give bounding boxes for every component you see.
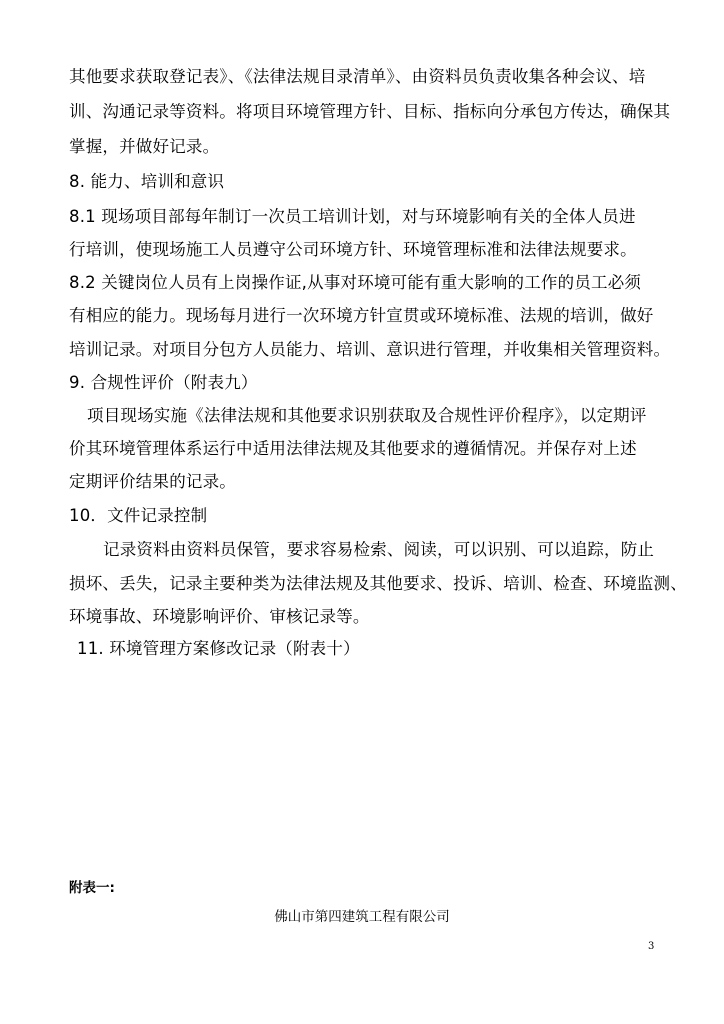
section-heading-8: 8. 能力、培训和意识: [69, 172, 225, 191]
paragraph-line: 其他要求获取登记表》、《法律法规目录清单》、由资料员负责收集各种会议、培: [69, 67, 646, 86]
paragraph-line: 培训记录。对项目分包方人员能力、培训、意识进行管理，并收集相关管理资料。: [69, 340, 671, 359]
paragraph-line: 训、沟通记录等资料。将项目环境管理方针、目标、指标向分承包方传达，确保其: [69, 102, 671, 121]
section-heading-11: 11. 环境管理方案修改记录（附表十）: [77, 639, 360, 658]
paragraph-line: 8.1 现场项目部每年制订一次员工培训计划，对与环境影响有关的全体人员进: [69, 207, 636, 226]
annex-label: 附表一:: [69, 880, 115, 896]
paragraph-line: 掌握，并做好记录。: [69, 137, 220, 156]
paragraph-line: 行培训，使现场施工人员遵守公司环境方针、环境管理标准和法律法规要求。: [69, 240, 637, 259]
page-number: 3: [648, 941, 655, 952]
paragraph-line: 定期评价结果的记录。: [69, 472, 236, 491]
paragraph-line: 有相应的能力。现场每月进行一次环境方针宣贯或环境标准、法规的培训，做好: [69, 306, 654, 325]
paragraph-line: 8.2 关键岗位人员有上岗操作证,从事对环境可能有重大影响的工作的员工必须: [69, 273, 642, 292]
paragraph-line: 损坏、丢失，记录主要种类为法律法规及其他要求、投诉、培训、检查、环境监测、: [69, 574, 687, 593]
paragraph-line: 项目现场实施《法律法规和其他要求识别获取及合规性评价程序》，以定期评: [87, 406, 647, 425]
paragraph-line: 记录资料由资料员保管，要求容易检索、阅读，可以识别、可以追踪，防止: [103, 540, 655, 559]
paragraph-line: 价其环境管理体系运行中适用法律法规及其他要求的遵循情况。并保存对上述: [69, 439, 637, 458]
section-heading-10: 10．文件记录控制: [69, 506, 208, 525]
paragraph-line: 环境事故、环境影响评价、审核记录等。: [69, 607, 370, 626]
company-name: 佛山市第四建筑工程有限公司: [274, 909, 450, 925]
section-heading-9: 9. 合规性评价（附表九）: [69, 373, 258, 392]
